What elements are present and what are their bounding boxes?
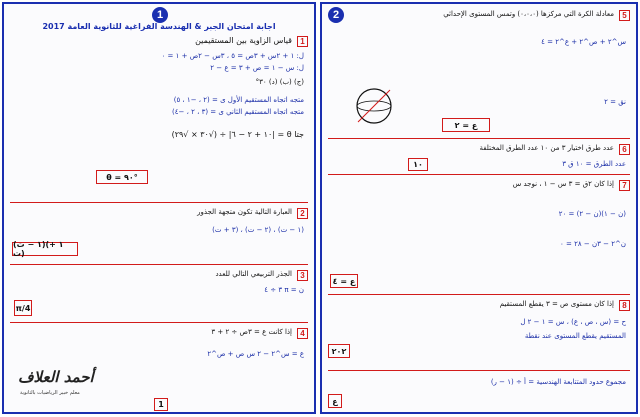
question-number: 8: [619, 300, 630, 311]
section-divider: [10, 264, 308, 265]
question-number: 4: [297, 328, 308, 339]
work-line: المستقيم يقطع المستوى عند نقطة: [524, 332, 626, 340]
work-line: نق = ٢: [604, 98, 626, 106]
sheet-number-badge: 2: [328, 7, 344, 23]
answer-box: θ = ٩٠°: [96, 170, 148, 184]
work-line: ل: س − ١ = ص + ٣ = ع − ٢: [210, 64, 304, 72]
work-line: متجه اتجاه المستقيم الأول ى = (٢ ، −١ ، ٥): [173, 96, 304, 104]
question-heading: إذا كانت ع = ٣ص ÷ ٢ + ٣: [211, 328, 292, 336]
sheet-number-badge: 1: [152, 7, 168, 23]
question-heading: عدد طرق اختيار ٣ من ١٠ عدد الطرق المختلفة: [479, 144, 614, 152]
question-number: 3: [297, 270, 308, 281]
left-answer-sheet: [2, 2, 316, 414]
answer-box: ١٠: [408, 158, 428, 171]
question-heading: الجذر التربيعي التالي للعدد: [215, 270, 292, 278]
right-answer-sheet: [320, 2, 638, 414]
question-number: 7: [619, 180, 630, 191]
section-divider: [328, 370, 630, 371]
work-line: (١ − ت) ، (٢ − ت) ، (٣ + ت): [212, 226, 304, 234]
section-divider: [328, 138, 630, 139]
work-line: ح = (س ، ص ، ع) ، س = ١ − ٢ ل: [520, 318, 626, 326]
work-line: (ن − ١)(ن − ٢) = ٢٠: [558, 210, 626, 218]
question-heading: إذا كان مستوى ص = ٣ يقطع المستقيم: [499, 300, 614, 308]
answer-box: π/4: [14, 300, 32, 316]
question-heading: العبارة التالية تكون متجهة الجذور: [197, 208, 292, 216]
work-line: س^٢ + ص^٢ + ع^٢ = ٤: [541, 38, 626, 46]
work-line: ل: ١ + ٢س + ٣ص = ٥ ، ٣س − ٢ص + ١ = ٠: [161, 52, 304, 60]
answer-box: (١ − ت)(١ + ت): [12, 242, 78, 256]
answer-box: ع: [328, 394, 342, 408]
teacher-signature: أحمد العلاف: [18, 368, 94, 386]
question-heading: قياس الزاوية بين المستقيمين: [195, 36, 292, 45]
work-line: ع = س^٢ − ٢ س ص + ص^٢: [207, 350, 304, 358]
signature-caption: معلم خبير الرياضيات بالثانوية: [20, 390, 80, 396]
section-divider: [328, 294, 630, 295]
answer-box: 1: [154, 398, 168, 411]
question-number: 6: [619, 144, 630, 155]
work-line: مجموع حدود المتتابعة الهندسية = أ ÷ (١ − ر): [490, 378, 626, 386]
work-line: ن^٢ − ٣ن − ٢٨ = ٠: [560, 240, 626, 248]
answer-box: ع = ٤: [330, 274, 358, 288]
work-line: متجه اتجاه المستقيم الثاني ى = (٣ ، ٢ ، −٤): [172, 108, 304, 116]
work-line: ن = π ٣ ÷ ٤: [264, 286, 304, 294]
question-number: 5: [619, 10, 630, 21]
answer-box: ع = ٢: [442, 118, 490, 132]
question-heading: معادلة الكرة التي مركزها (٠،٠،٠) وتمس المستوى الإحداثي: [443, 10, 614, 18]
section-divider: [10, 322, 308, 323]
section-divider: [328, 174, 630, 175]
question-number: 2: [297, 208, 308, 219]
question-number: 1: [297, 36, 308, 47]
choices-line: (ج) (ب) (د) ٣٠°: [255, 78, 304, 86]
section-divider: [10, 202, 308, 203]
sheet-title: اجابة امتحان الجبر & الهندسة الفراغية للثانوية العامة 2017: [42, 22, 276, 31]
sphere-sketch: [354, 86, 394, 126]
work-line: جتا θ = |١٠ + ٢ − ٦| ÷ (√٣٠ × √٢٩): [171, 130, 304, 139]
answer-box: ٢٠٢: [328, 344, 350, 358]
work-line: عدد الطرق = ١٠ ق ٣: [562, 160, 626, 168]
question-heading: إذا كان ٢ق = ٣ س − ١ ، نوجد س: [512, 180, 614, 188]
